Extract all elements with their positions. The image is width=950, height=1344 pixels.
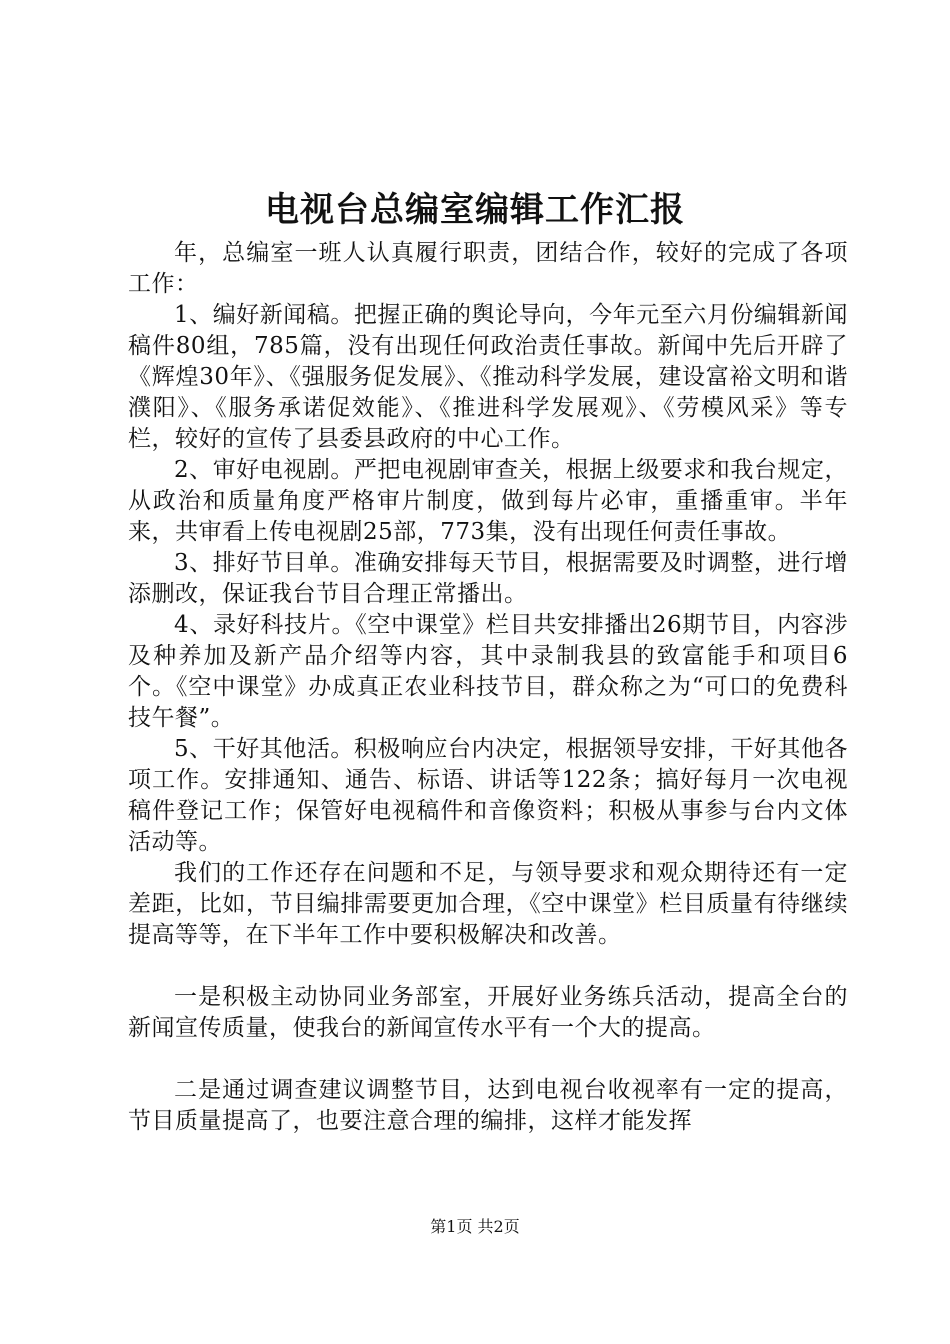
paragraph-item-3: 3、排好节目单。准确安排每天节目，根据需要及时调整，进行增添删改，保证我台节目合理正常播出。 [128, 550, 848, 607]
paragraph-plan-2: 二是通过调查建议调整节目，达到电视台收视率有一定的提高，节目质量提高了，也要注意合理的编排，这样才能发挥 [128, 1077, 848, 1134]
paragraph-item-2: 2、审好电视剧。严把电视剧审查关，根据上级要求和我台规定，从政治和质量角度严格审片制度，做到每片必审，重播重审。半年来，共审看上传电视剧25部，773集，没有出现任何责任事故。 [128, 457, 848, 545]
paragraph-intro: 年，总编室一班人认真履行职责，团结合作，较好的完成了各项工作： [128, 240, 848, 297]
page-number-footer: 第1页 共2页 [430, 1217, 520, 1236]
paragraph-item-4: 4、录好科技片。《空中课堂》栏目共安排播出26期节目，内容涉及种养加及新产品介绍等内容，其中录制我县的致富能手和项目6个。《空中课堂》办成真正农业科技节目，群众称之为“可口的免费科技午餐”。 [128, 612, 848, 731]
paragraph-shortcomings: 我们的工作还存在问题和不足，与领导要求和观众期待还有一定差距，比如，节目编排需要更加合理，《空中课堂》栏目质量有待继续提高等等，在下半年工作中要积极解决和改善。 [128, 860, 848, 948]
document-title: 电视台总编室编辑工作汇报 [265, 190, 685, 230]
document-body [128, 238, 848, 1137]
paragraph-plan-1: 一是积极主动协同业务部室，开展好业务练兵活动，提高全台的新闻宣传质量，使我台的新闻宣传水平有一个大的提高。 [128, 984, 848, 1041]
paragraph-item-1: 1、编好新闻稿。把握正确的舆论导向，今年元至六月份编辑新闻稿件80组，785篇，没有出现任何政治责任事故。新闻中先后开辟了《辉煌30年》、《强服务促发展》、《推动科学发展，建设富裕文明和谐濮阳》、《服务承诺促效能》、《推进科学发展观》、《劳模风采》等专栏，较好的宣传了县委县政府的中心工作。 [128, 302, 848, 452]
paragraph-item-5: 5、干好其他活。积极响应台内决定，根据领导安排，干好其他各项工作。安排通知、通告、标语、讲话等122条；搞好每月一次电视稿件登记工作；保管好电视稿件和音像资料；积极从事参与台内文体活动等。 [128, 736, 848, 855]
